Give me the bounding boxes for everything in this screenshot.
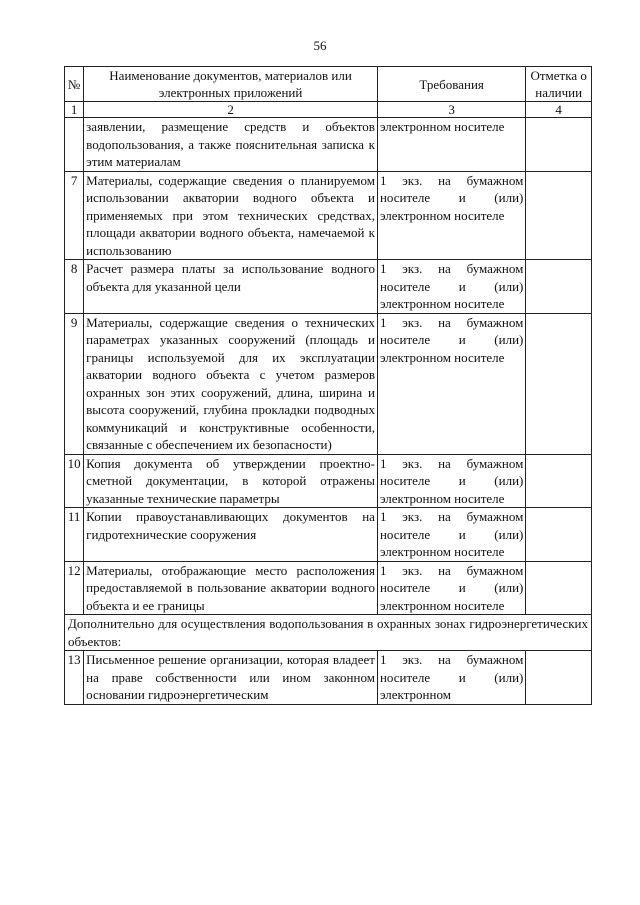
row-name: Материалы, содержащие сведения о технических параметрах указанных сооружений (площадь и границы используемой для их эксплуатации акватории водного объекта с учетом размеров охранных зон этих сооружений, длина, ширина и высота сооружений, глубина прокладки подводных коммуникаций и конструктивные особенности, связанные с обеспечением их безопасности)	[84, 313, 378, 454]
row-name: Расчет размера платы за использование водного объекта для указанной цели	[84, 260, 378, 314]
row-requirements: 1 экз. на бумажном носителе и (или) электронном носителе	[377, 313, 525, 454]
row-mark	[526, 508, 592, 562]
row-num	[65, 118, 84, 172]
row-requirements: 1 экз. на бумажном носителе и (или) электронном носителе	[377, 454, 525, 508]
table-row	[65, 508, 592, 562]
table-row	[65, 561, 592, 615]
row-requirements: 1 экз. на бумажном носителе и (или) электронном носителе	[377, 561, 525, 615]
row-num: 13	[65, 651, 84, 705]
row-requirements: электронном носителе	[377, 118, 525, 172]
header-num: №	[65, 67, 84, 102]
table-row	[65, 454, 592, 508]
row-num: 9	[65, 313, 84, 454]
row-requirements: 1 экз. на бумажном носителе и (или) электронном	[377, 651, 525, 705]
row-mark	[526, 561, 592, 615]
row-requirements: 1 экз. на бумажном носителе и (или) электронном носителе	[377, 260, 525, 314]
row-num: 12	[65, 561, 84, 615]
row-mark	[526, 313, 592, 454]
table-row	[65, 260, 592, 314]
table-row	[65, 313, 592, 454]
header-name: Наименование документов, материалов или электронных приложений	[84, 67, 378, 102]
row-requirements: 1 экз. на бумажном носителе и (или) электронном носителе	[377, 171, 525, 260]
row-mark	[526, 118, 592, 172]
row-mark	[526, 260, 592, 314]
row-requirements: 1 экз. на бумажном носителе и (или) электронном носителе	[377, 508, 525, 562]
row-mark	[526, 171, 592, 260]
row-mark	[526, 454, 592, 508]
table-row	[65, 651, 592, 705]
row-name: Материалы, отображающие место расположения предоставляемой в пользование акватории водного объекта и ее границы	[84, 561, 378, 615]
row-num: 7	[65, 171, 84, 260]
section-row	[65, 615, 592, 651]
row-name: Копии правоустанавливающих документов на гидротехнические сооружения	[84, 508, 378, 562]
row-name: Материалы, содержащие сведения о планируемом использовании акватории водного объекта и применяемых при этом технических средствах, площади акватории водного объекта, намечаемой к использованию	[84, 171, 378, 260]
section-heading: Дополнительно для осуществления водопользования в охранных зонах гидроэнергетических объектов:	[65, 615, 592, 651]
row-num: 11	[65, 508, 84, 562]
row-name: Копия документа об утверждении проектно-сметной документации, в которой отражены указанные технические параметры	[84, 454, 378, 508]
row-num: 8	[65, 260, 84, 314]
index-cell: 1	[65, 102, 84, 118]
row-mark	[526, 651, 592, 705]
documents-table	[64, 66, 592, 705]
row-name: заявлении, размещение средств и объектов водопользования, а также пояснительная записка к этим материалам	[84, 118, 378, 172]
index-cell: 3	[377, 102, 525, 118]
table-row	[65, 118, 592, 172]
page-number: 56	[313, 38, 327, 53]
table-row	[65, 171, 592, 260]
table-index-row	[65, 102, 592, 118]
header-mark: Отметка о наличии	[526, 67, 592, 102]
index-cell: 2	[84, 102, 378, 118]
row-name: Письменное решение организации, которая владеет на праве собственности или ином законном основании гидроэнергетическим	[84, 651, 378, 705]
table-header-row	[65, 67, 592, 102]
index-cell: 4	[526, 102, 592, 118]
header-requirements: Требования	[377, 67, 525, 102]
row-num: 10	[65, 454, 84, 508]
